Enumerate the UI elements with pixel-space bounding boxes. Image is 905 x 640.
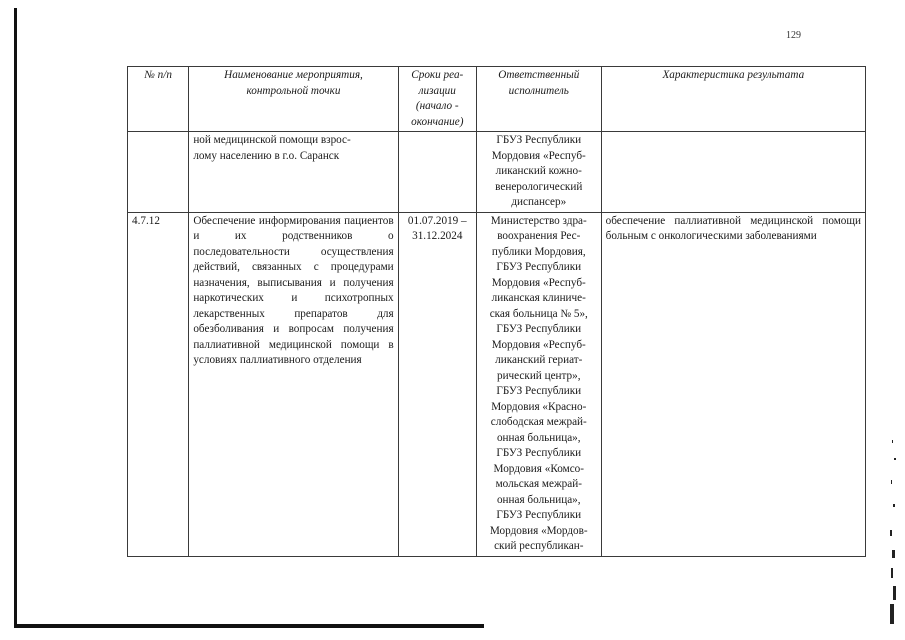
scan-edge-bottom — [14, 624, 484, 628]
header-dates: Сроки реа- лизации (начало - окончание) — [398, 67, 476, 132]
page-number: 129 — [786, 30, 801, 41]
cell-result — [601, 132, 865, 213]
cell-result: обеспечение паллиативной медицинской помощи больным с онкологическими заболеваниями — [601, 212, 865, 556]
cell-responsible: ГБУЗ Республики Мордовия «Респуб- ликанский кожно- венерологический диспансер» — [476, 132, 601, 213]
cell-dates — [398, 132, 476, 213]
cell-num — [128, 132, 189, 213]
header-responsible: Ответственный исполнитель — [476, 67, 601, 132]
header-name: Наименование мероприятия, контрольной точки — [189, 67, 398, 132]
cell-responsible: Министерство здра- воохранения Рес- публики Мордовия, ГБУЗ Республики Мордовия «Респуб- ликанская клиниче- ская больница № 5», ГБУЗ Республики Мордовия «Респуб- ликанский гериат- рический центр», ГБУЗ Республики Мордовия «Красно- слободская межрай- онная больница», ГБУЗ Республики Мордовия «Комсо- мольская межрай- онная больница», ГБУЗ Республики Мордовия «Мордов- ский республикан- — [476, 212, 601, 556]
scan-noise-right — [885, 440, 899, 630]
table-row-4-7-12 — [128, 212, 866, 556]
table-row-continuation — [128, 132, 866, 213]
table-header-row — [128, 67, 866, 132]
cell-dates: 01.07.2019 – 31.12.2024 — [398, 212, 476, 556]
header-result: Характеристика результата — [601, 67, 865, 132]
cell-name: Обеспечение информирования пациентов и их родственников о последовательности осуществления действий, связанных с процедурами назначения, выписывания и получения наркотических и психотропных лекарственных препаратов для обезболивания и вопросам получения паллиативной медицинской помощи в условиях паллиативного отделения — [189, 212, 398, 556]
cell-num: 4.7.12 — [128, 212, 189, 556]
cell-name: ной медицинской помощи взрос- лому населению в г.о. Саранск — [189, 132, 398, 213]
header-num: № п/п — [128, 67, 189, 132]
measures-table — [127, 66, 866, 557]
scan-edge-left — [14, 8, 17, 624]
